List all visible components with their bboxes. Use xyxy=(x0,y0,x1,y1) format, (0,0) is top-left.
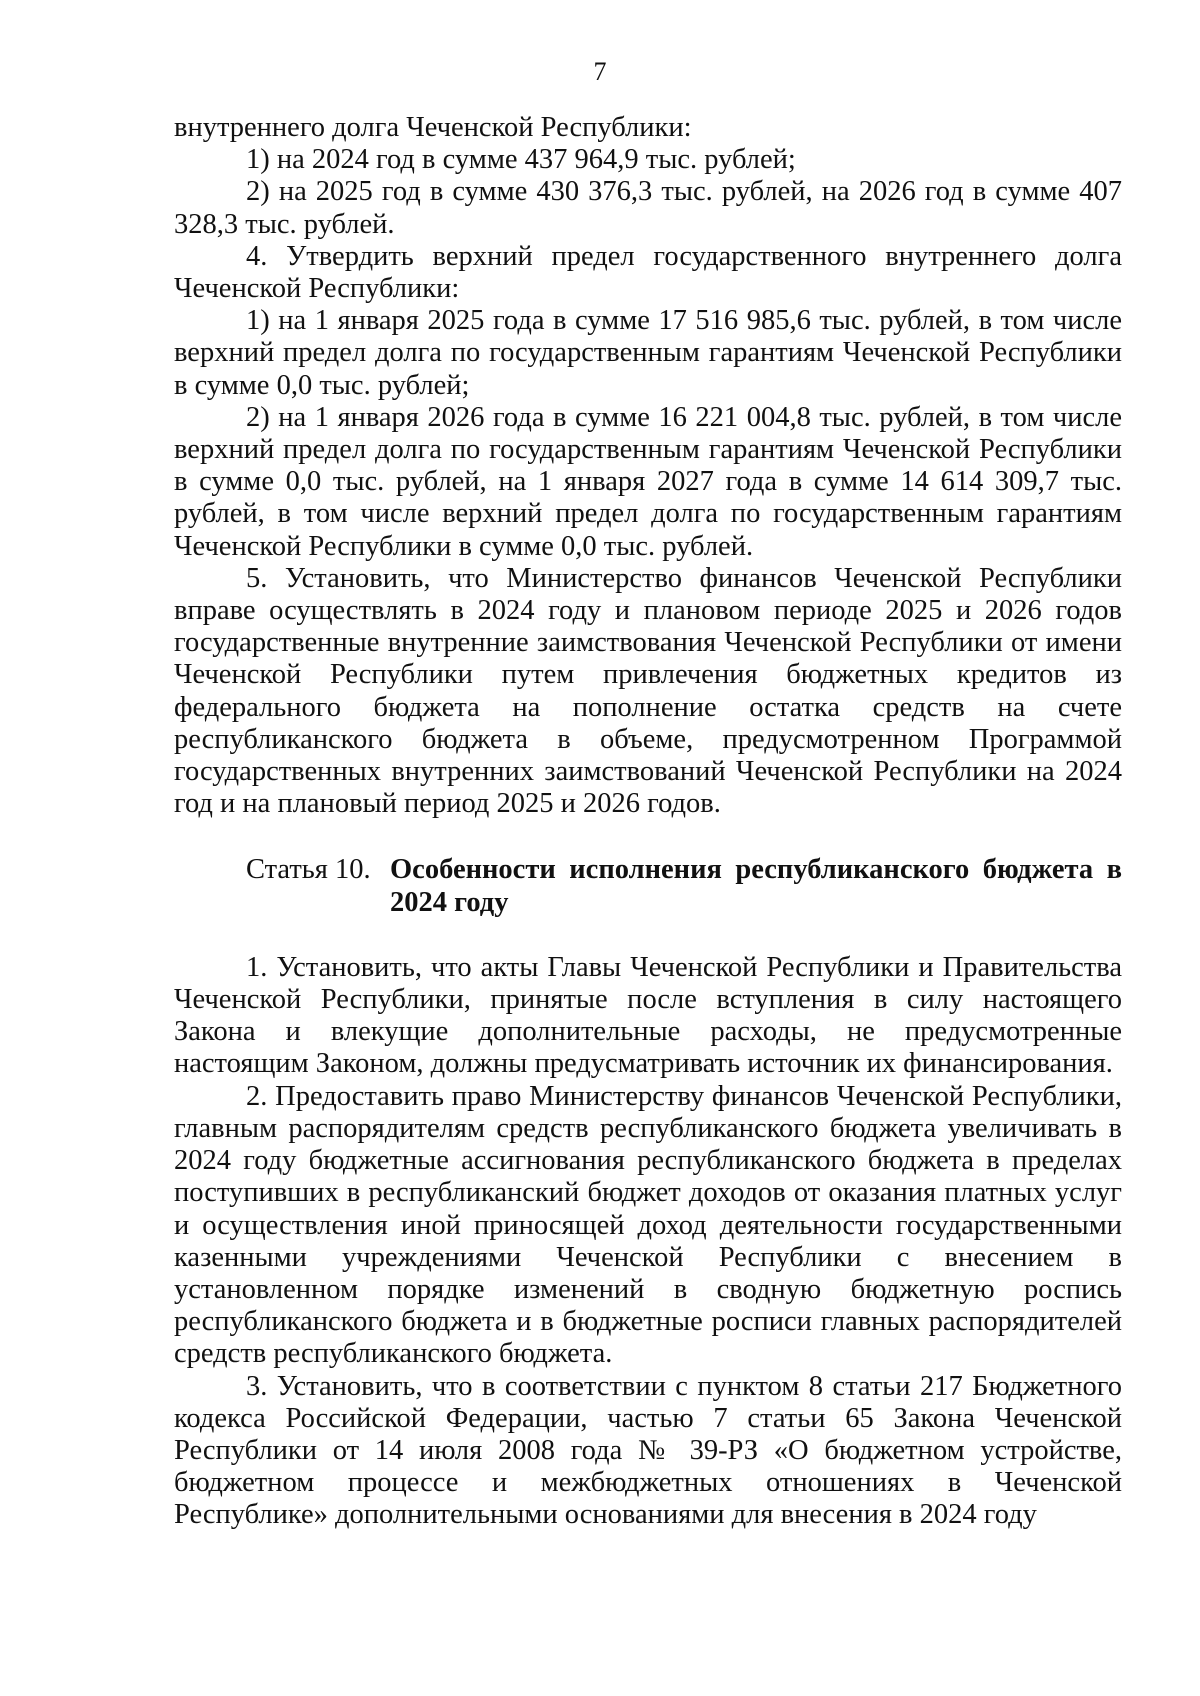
article-label: Статья 10. xyxy=(246,854,371,886)
article-heading xyxy=(174,854,1122,918)
page-number: 7 xyxy=(593,57,607,86)
article-title: Особенности исполнения республиканского бюджета в 2024 году xyxy=(390,854,1122,918)
document-body xyxy=(174,112,1122,1532)
paragraph-item-2-2025-2026: 2) на 2025 год в сумме 430 376,3 тыс. рублей, на 2026 год в сумме 407 328,3 тыс. рублей. xyxy=(174,176,1122,240)
paragraph-point-5: 5. Установить, что Министерство финансов Чеченской Республики вправе осуществлять в 2024 году и плановом периоде 2025 и 2026 годов государственные внутренние заимствования Чеченской Республики от имени Чеченской Республики путем привлечения бюджетных кредитов из федерального бюджета на пополнение остатка средств на счете республиканского бюджета в объеме, предусмотренном Программой государственных внутренних заимствований Чеченской Республики на 2024 год и на плановый период 2025 и 2026 годов. xyxy=(174,562,1122,820)
paragraph-article-point-2: 2. Предоставить право Министерству финансов Чеченской Республики, главным распорядителям средств республиканского бюджета увеличивать в 2024 году бюджетные ассигнования республиканского бюджета в пределах поступивших в республиканский бюджет доходов от оказания платных услуг и осуществления иной приносящей доход деятельности государственными казенными учреждениями Чеченской Республики с внесением в установленном порядке изменений в сводную бюджетную роспись республиканского бюджета и в бюджетные росписи главных распорядителей средств республиканского бюджета. xyxy=(174,1080,1122,1370)
paragraph-limit-2026-2027: 2) на 1 января 2026 года в сумме 16 221 004,8 тыс. рублей, в том числе верхний предел долга по государственным гарантиям Чеченской Республики в сумме 0,0 тыс. рублей, на 1 января 2027 года в сумме 14 614 309,7 тыс. рублей, в том числе верхний предел долга по государственным гарантиям Чеченской Республики в сумме 0,0 тыс. рублей. xyxy=(174,401,1122,562)
paragraph-continuation: внутреннего долга Чеченской Республики: xyxy=(174,112,692,143)
paragraph-point-4: 4. Утвердить верхний предел государственного внутреннего долга Чеченской Республики: xyxy=(174,240,1122,305)
paragraph-limit-2025: 1) на 1 января 2025 года в сумме 17 516 985,6 тыс. рублей, в том числе верхний предел долга по государственным гарантиям Чеченской Республики в сумме 0,0 тыс. рублей; xyxy=(174,305,1122,401)
paragraph-item-1-2024: 1) на 2024 год в сумме 437 964,9 тыс. рублей; xyxy=(246,144,796,176)
paragraph-article-point-1: 1. Установить, что акты Главы Чеченской Республики и Правительства Чеченской Республики, принятые после вступления в силу настоящего Закона и влекущие дополнительные расходы, не предусмотренные настоящим Законом, должны предусматривать источник их финансирования. xyxy=(174,951,1122,1080)
paragraph-article-point-3: 3. Установить, что в соответствии с пунктом 8 статьи 217 Бюджетного кодекса Российской Федерации, частью 7 статьи 65 Закона Чеченской Республики от 14 июля 2008 года № 39-РЗ «О бюджетном устройстве, бюджетном процессе и межбюджетных отношениях в Чеченской Республике» дополнительными основаниями для внесения в 2024 году xyxy=(174,1370,1122,1531)
